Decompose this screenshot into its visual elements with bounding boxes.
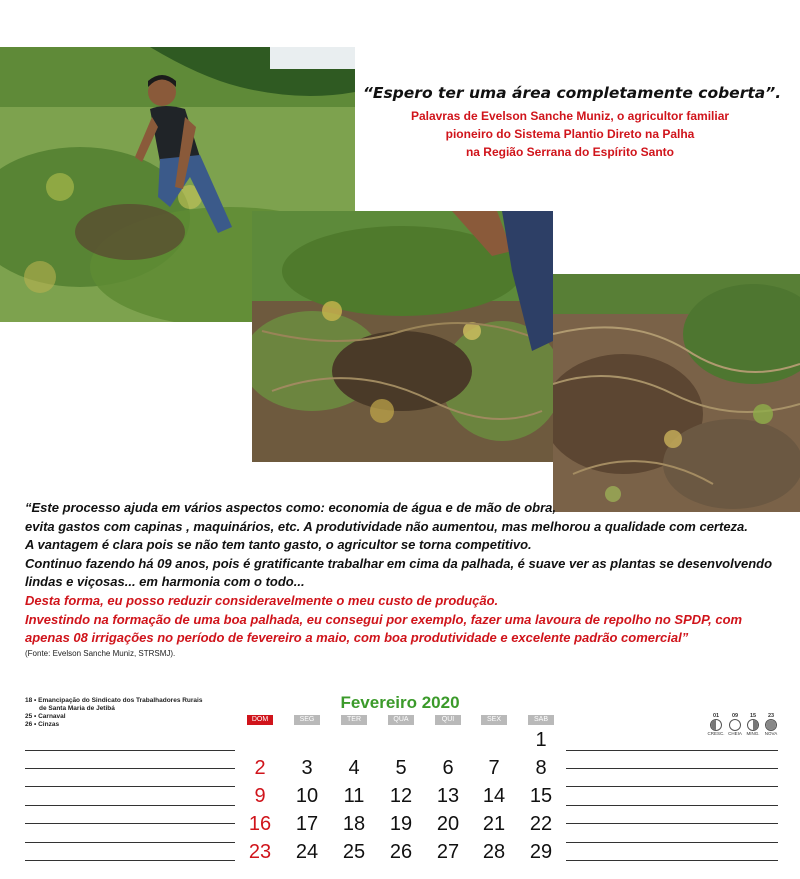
- holiday-item: 18 • Emancipação do Sindicato dos Trabalhadores Rurais: [25, 697, 203, 704]
- moon-icon: [729, 719, 741, 731]
- testimonial-highlight-line: Desta forma, eu posso reduzir consideravelmente o meu custo de produção.: [25, 592, 499, 608]
- quote-attribution: [395, 107, 745, 161]
- note-line: [25, 860, 235, 861]
- calendar-day[interactable]: 27: [436, 841, 460, 863]
- note-line: [566, 750, 778, 751]
- note-line: [566, 842, 778, 843]
- attribution-line: Palavras de Evelson Sanche Muniz, o agricultor familiar: [410, 109, 730, 123]
- weekday-header-qua: QUA: [388, 715, 414, 725]
- note-line: [566, 860, 778, 861]
- note-line: [25, 805, 235, 806]
- calendar-day[interactable]: 28: [482, 841, 506, 863]
- calendar-day[interactable]: 16: [248, 813, 272, 835]
- weekday-header-dom: DOM: [247, 715, 273, 725]
- note-line: [566, 768, 778, 769]
- note-line: [25, 750, 235, 751]
- calendar-day[interactable]: 21: [482, 813, 506, 835]
- testimonial-text: [25, 499, 795, 660]
- calendar-day[interactable]: 14: [482, 785, 506, 807]
- weekday-header-seg: SEG: [294, 715, 320, 725]
- note-line: [566, 786, 778, 787]
- calendar-day[interactable]: 1: [535, 729, 547, 751]
- weekday-header-sex: SEX: [481, 715, 507, 725]
- weekday-header-qui: QUI: [435, 715, 461, 725]
- note-line: [566, 805, 778, 806]
- calendar-day[interactable]: 11: [343, 785, 365, 807]
- holiday-item: 26 • Cinzas: [25, 721, 60, 728]
- source-citation: (Fonte: Evelson Sanche Muniz, STRSMJ).: [25, 648, 176, 658]
- calendar-day[interactable]: 5: [395, 757, 407, 779]
- moon-icon: [765, 719, 777, 731]
- calendar-day[interactable]: 25: [342, 841, 366, 863]
- calendar-day[interactable]: 9: [254, 785, 266, 807]
- calendar-day[interactable]: 19: [389, 813, 413, 835]
- attribution-line: pioneiro do Sistema Plantio Direto na Palha: [445, 127, 695, 141]
- photo-straw-mulch-closeup: [252, 211, 553, 462]
- calendar-day[interactable]: 12: [389, 785, 413, 807]
- testimonial-line: lindas e viçosas... em harmonia com o todo...: [25, 574, 305, 590]
- calendar-day[interactable]: 24: [295, 841, 319, 863]
- note-line: [25, 768, 235, 769]
- calendar-day[interactable]: 23: [248, 841, 272, 863]
- calendar-month-title: Fevereiro 2020: [340, 693, 460, 712]
- quote-title: “Espero ter uma área completamente coberta”.: [362, 84, 782, 102]
- moon-icon: [747, 719, 759, 731]
- moon-phase-ming: 15 MING.: [746, 713, 760, 736]
- calendar-day[interactable]: 3: [301, 757, 313, 779]
- calendar-day[interactable]: 13: [436, 785, 460, 807]
- weekday-header-ter: TER: [341, 715, 367, 725]
- testimonial-line: Continuo fazendo há 09 anos, pois é gratificante trabalhar em cima da palhada, é suave ver as plantas se desenvolvendo: [25, 555, 773, 571]
- calendar-day[interactable]: 10: [295, 785, 319, 807]
- calendar-day[interactable]: 6: [442, 757, 454, 779]
- attribution-line: na Região Serrana do Espírito Santo: [465, 145, 675, 159]
- moon-icon: [710, 719, 722, 731]
- calendar-day[interactable]: 26: [389, 841, 413, 863]
- holiday-list: [25, 697, 225, 729]
- calendar-day[interactable]: 17: [295, 813, 319, 835]
- testimonial-highlight-line: Investindo na formação de uma boa palhada, eu consegui por exemplo, fazer uma lavoura de repolho no SPDP, com: [25, 611, 743, 627]
- calendar-day[interactable]: 20: [436, 813, 460, 835]
- testimonial-line: A vantagem é clara pois se não tem tanto gasto, o agricultor se torna competitivo.: [25, 537, 532, 553]
- testimonial-highlight-line: apenas 08 irrigações no período de fevereiro a maio, com boa produtividade e excelente padrão comercial”: [25, 630, 689, 646]
- note-line: [25, 823, 235, 824]
- moon-phase-cresc: 01 CRESC.: [707, 713, 725, 736]
- calendar-day[interactable]: 15: [529, 785, 553, 807]
- calendar-day[interactable]: 7: [488, 757, 500, 779]
- moon-phase-nova: 23 NOVA: [764, 713, 778, 736]
- calendar-day[interactable]: 8: [535, 757, 547, 779]
- testimonial-line: evita gastos com capinas , maquinários, etc. A produtividade não aumentou, mas melhorou a qualidade com certeza.: [25, 518, 748, 534]
- testimonial-line: “Este processo ajuda em vários aspectos como: economia de água e de mão de obra,: [25, 500, 557, 515]
- note-line: [566, 823, 778, 824]
- holiday-item: 25 • Carnaval: [25, 713, 66, 720]
- calendar-day[interactable]: 4: [348, 757, 360, 779]
- calendar-day[interactable]: 22: [529, 813, 553, 835]
- moon-phase-cheia: 09 CHEIA: [728, 713, 742, 736]
- weekday-header-sab: SAB: [528, 715, 554, 725]
- note-line: [25, 786, 235, 787]
- holiday-item: de Santa Maria de Jetibá: [39, 705, 115, 712]
- calendar-day[interactable]: 29: [529, 841, 553, 863]
- note-line: [25, 842, 235, 843]
- calendar-day[interactable]: 2: [254, 757, 266, 779]
- calendar-day[interactable]: 18: [342, 813, 366, 835]
- photo-soil-under-straw: [553, 274, 800, 512]
